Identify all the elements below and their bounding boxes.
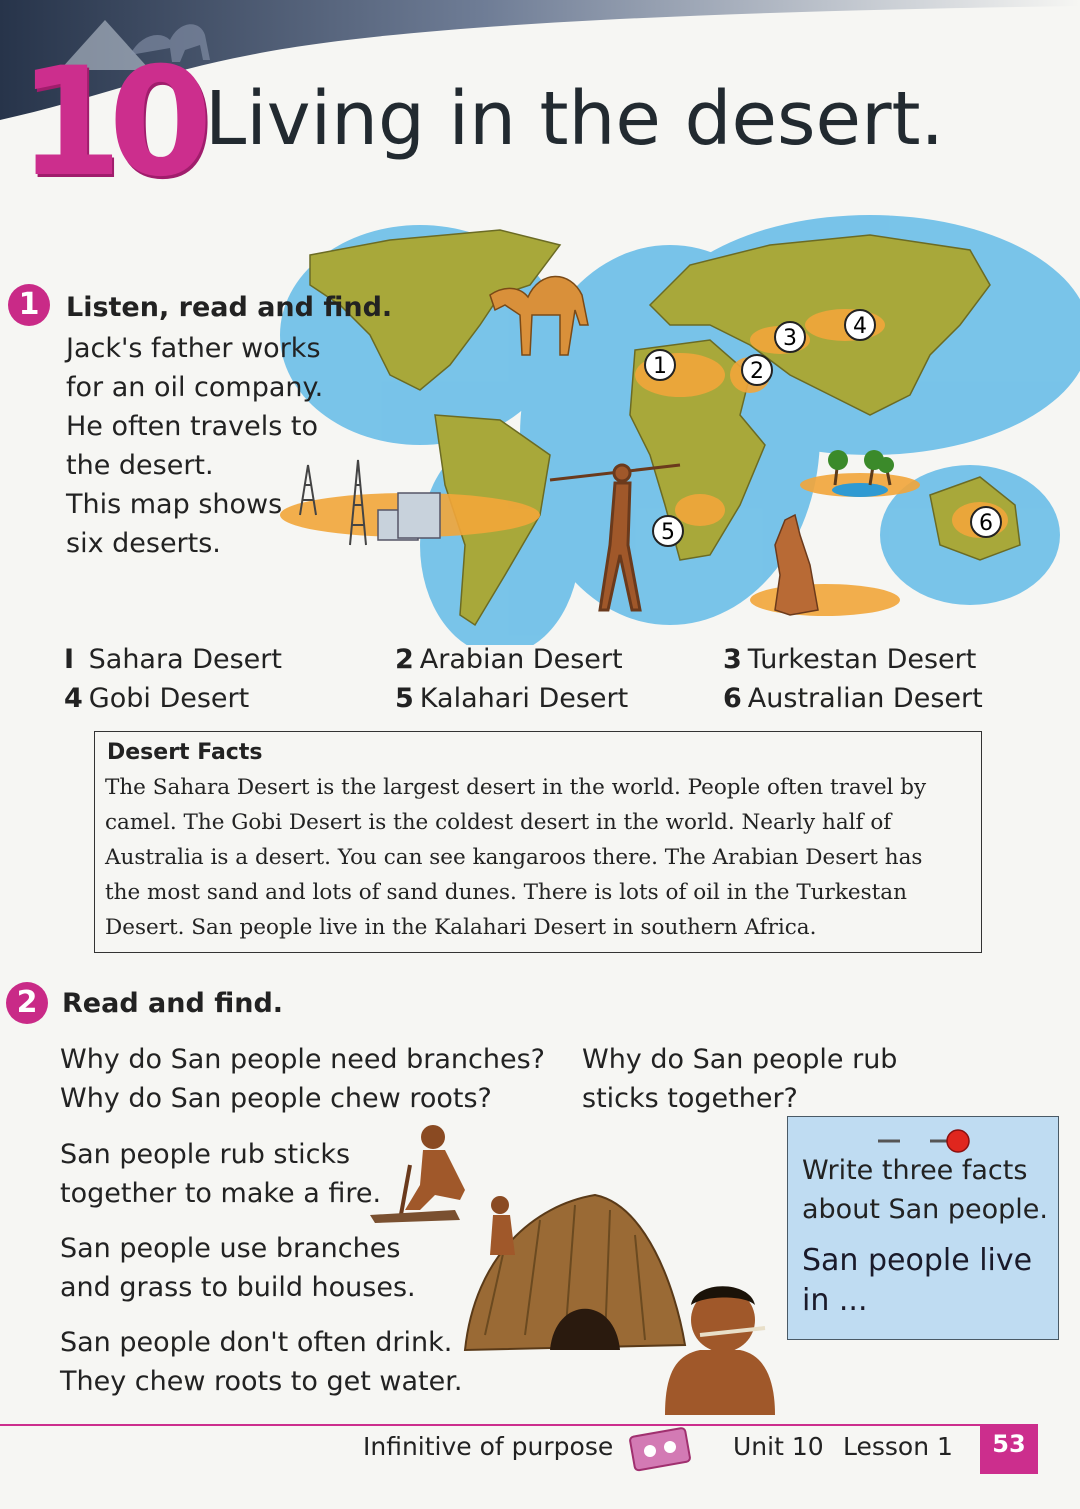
facts-line: Desert. San people live in the Kalahari Desert in southern Africa.: [105, 915, 817, 940]
desert-list-item: [723, 644, 976, 675]
desert-list-item: [395, 644, 623, 675]
map-marker-3: [775, 322, 805, 352]
desert-name: Turkestan Desert: [747, 644, 977, 675]
page-title: Living in the desert.: [205, 76, 945, 162]
desert-number: 4: [64, 683, 83, 714]
map-marker-label: 2: [750, 359, 764, 384]
answer-line: They chew roots to get water.: [60, 1366, 463, 1397]
exercise-heading: Read and find.: [62, 988, 284, 1019]
facts-line: Australia is a desert. You can see kangaroos there. The Arabian Desert has: [105, 845, 923, 870]
desert-name: Arabian Desert: [419, 644, 623, 675]
desert-list-item: [64, 683, 249, 714]
footer-grammar-label: Infinitive of purpose: [363, 1432, 614, 1461]
footer-unit: Unit 10: [733, 1432, 824, 1461]
answer-line: San people rub sticks: [60, 1139, 351, 1170]
exercise-number-badge: 1: [8, 284, 50, 326]
desert-list-item: [64, 644, 282, 675]
desert-number: 3: [723, 644, 742, 675]
grass-hut: [465, 1195, 685, 1350]
handwritten-line: San people live: [802, 1243, 1033, 1278]
desert-name: Sahara Desert: [88, 644, 282, 675]
map-marker-4: [845, 310, 875, 340]
question-line: Why do San people chew roots?: [60, 1083, 492, 1114]
intro-line: for an oil company.: [66, 372, 324, 403]
facts-title: Desert Facts: [107, 740, 263, 765]
map-marker-label: 5: [661, 520, 675, 545]
desert-number: 6: [723, 683, 742, 714]
audio-cassette-icon: [628, 1424, 694, 1474]
map-marker-1: [645, 350, 675, 380]
question-line: sticks together?: [582, 1083, 798, 1114]
answer-houses: [60, 1229, 416, 1307]
facts-text: [105, 770, 975, 945]
answer-line: and grass to build houses.: [60, 1272, 416, 1303]
questions-right: [582, 1040, 897, 1118]
desert-list-item: [395, 683, 628, 714]
questions-left: [60, 1040, 545, 1118]
footer-lesson: Lesson 1: [843, 1432, 953, 1461]
writing-task-note: [787, 1116, 1059, 1340]
desert-name: Gobi Desert: [88, 683, 250, 714]
note-line: Write three facts: [802, 1155, 1028, 1186]
map-marker-label: 1: [653, 354, 667, 379]
world-desert-map: [270, 215, 1080, 645]
kangaroo-illustration: [775, 515, 818, 615]
page-number: 53: [992, 1430, 1026, 1458]
facts-line: The Sahara Desert is the largest desert in the world. People often travel by: [105, 775, 927, 800]
desert-number: I: [64, 644, 75, 675]
intro-line: He often travels to: [66, 411, 319, 442]
handwritten-example: [802, 1241, 1032, 1321]
desert-number: 2: [395, 644, 414, 675]
desert-name: Australian Desert: [747, 683, 983, 714]
map-marker-label: 4: [853, 314, 867, 339]
boy-chewing-root: [665, 1286, 775, 1415]
question-line: Why do San people rub: [582, 1044, 898, 1075]
note-instruction: [802, 1151, 1048, 1229]
exercise-number-badge: 2: [6, 982, 48, 1024]
unit-number: 10: [18, 36, 199, 210]
map-marker-2: [742, 355, 772, 385]
pin-icon: [878, 1123, 978, 1153]
fire-maker-figure: [370, 1125, 465, 1223]
map-marker-6: [971, 507, 1001, 537]
handwritten-line: in ...: [802, 1283, 868, 1318]
desert-list-item: [723, 683, 983, 714]
map-marker-5: [653, 516, 683, 546]
facts-line: the most sand and lots of sand dunes. There is lots of oil in the Turkestan: [105, 880, 907, 905]
desert-facts-box: [94, 731, 982, 953]
answer-line: San people don't often drink.: [60, 1327, 453, 1358]
answer-line: together to make a fire.: [60, 1178, 382, 1209]
map-marker-label: 6: [979, 511, 993, 536]
intro-line: six deserts.: [66, 528, 221, 559]
exercise-heading: Listen, read and find.: [66, 292, 393, 323]
answer-line: San people use branches: [60, 1233, 401, 1264]
san-people-illustration: [365, 1115, 785, 1415]
intro-line: This map shows: [66, 489, 283, 520]
question-line: Why do San people need branches?: [60, 1044, 546, 1075]
intro-line: Jack's father works: [66, 333, 321, 364]
facts-line: camel. The Gobi Desert is the coldest desert in the world. Nearly half of: [105, 810, 892, 835]
map-marker-label: 3: [783, 326, 797, 351]
desert-name: Kalahari Desert: [419, 683, 629, 714]
answer-fire: [60, 1135, 381, 1213]
note-line: about San people.: [802, 1194, 1048, 1225]
intro-text: [66, 329, 326, 563]
desert-number: 5: [395, 683, 414, 714]
intro-line: the desert.: [66, 450, 214, 481]
footer-divider: [0, 1424, 980, 1426]
